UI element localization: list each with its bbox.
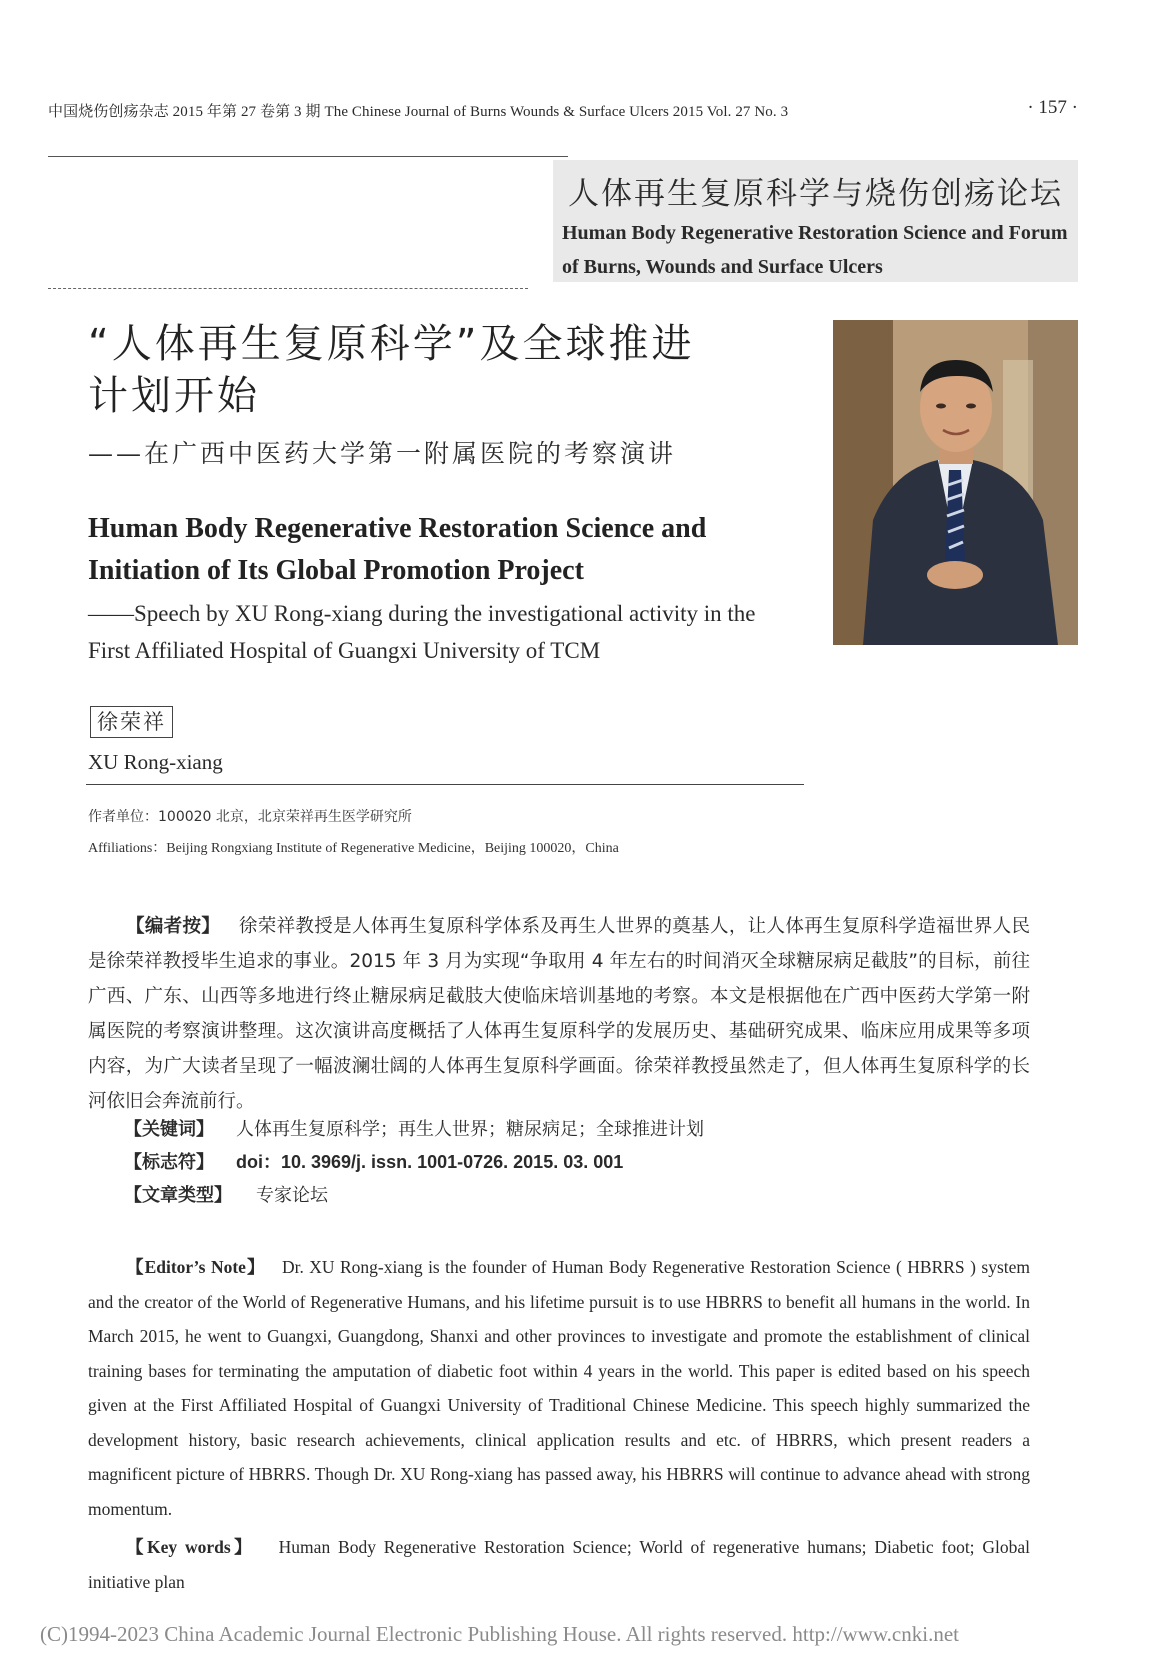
- editor-note-en: [88, 1250, 1030, 1526]
- page-number: · 157 ·: [1027, 97, 1078, 118]
- author-name-en: XU Rong-xiang: [88, 750, 223, 774]
- keywords-cn-row: [124, 1115, 704, 1141]
- running-header: [48, 97, 1078, 122]
- author-name-cn: 徐荣祥: [90, 706, 173, 738]
- article-subtitle-en: ——Speech by XU Rong-xiang during the investigational activity in the First Affiliated Hospital of Guangxi University of TCM: [88, 601, 756, 663]
- article-title-cn: [88, 318, 788, 422]
- doi-value: doi：10. 3969/j. issn. 1001-0726. 2015. 03. 001: [236, 1152, 624, 1172]
- affiliation-cn: 作者单位：100020 北京，北京荣祥再生医学研究所: [88, 809, 412, 825]
- section-divider: [48, 288, 528, 289]
- keywords-cn-tag: 【关键词】: [124, 1119, 214, 1140]
- doi-row: [124, 1148, 623, 1174]
- keywords-en: [88, 1530, 1030, 1599]
- affiliation-en: Affiliations：Beijing Rongxiang Institute of Regenerative Medicine，Beijing 100020，China: [88, 841, 619, 856]
- author-portrait-photo: [833, 320, 1078, 645]
- keywords-cn-value: 人体再生复原科学；再生人世界；糖尿病足；全球推进计划: [236, 1119, 704, 1140]
- editor-note-cn-text: 徐荣祥教授是人体再生复原科学体系及再生人世界的奠基人，让人体再生复原科学造福世界人民是徐荣祥教授毕生追求的事业。2015 年 3 月为实现“争取用 4 年左右的时间消灭全球糖尿病足截肢”的目标，前往广西、广东、山西等多地进行终止糖尿病足截肢大使临床培训基地的考察。本文是根据他在广西中医药大学第一附属医院的考察演讲整理。这次演讲高度概括了人体再生复原科学的发展历史、基础研究成果、临床应用成果等多项内容，为广大读者呈现了一幅波澜壮阔的人体再生复原科学画面。徐荣祥教授虽然走了，但人体再生复原科学的长河依旧会奔流前行。: [88, 916, 1030, 1112]
- article-type-value: 专家论坛: [256, 1185, 328, 1206]
- author-divider: [86, 784, 804, 785]
- keywords-en-tag: 【Key words】: [126, 1537, 256, 1557]
- editor-note-cn-tag: 【编者按】: [126, 916, 221, 937]
- article-type-row: [124, 1181, 328, 1207]
- portrait-illustration: [833, 320, 1078, 645]
- editor-note-cn: [88, 909, 1030, 1119]
- keywords-en-text: Human Body Regenerative Restoration Science; World of regenerative humans; Diabetic foot; Global initiative plan: [88, 1537, 1031, 1592]
- header-divider: [48, 156, 568, 157]
- forum-title-en: Human Body Regenerative Restoration Science and Forum of Burns, Wounds and Surface Ulcers: [562, 222, 1068, 278]
- editor-note-en-text: Dr. XU Rong-xiang is the founder of Human Body Regenerative Restoration Science ( HBRRS ) system and the creator of the World of Regenerative Humans, and his lifetime pursuit is to use HBRRS to benefit all humans in the world. In March 2015, he went to Guangxi, Guangdong, Shanxi and other provinces to investigate and promote the establishment of clinical training bases for terminating the amputation of diabetic foot within 4 years in the world. This paper is edited based on his speech given at the First Affiliated Hospital of Guangxi University of Traditional Chinese Medicine. This speech highly summarized the development history, basic research achievements, clinical application results and etc. of HBRRS, which present readers a magnificent picture of HBRRS. Though Dr. XU Rong-xiang has passed away, his HBRRS will continue to advance ahead with strong momentum.: [88, 1257, 1031, 1519]
- article-title-en: Human Body Regenerative Restoration Science and Initiation of Its Global Promotion Project: [88, 513, 707, 586]
- article-subtitle-cn: ——在广西中医药大学第一附属医院的考察演讲: [88, 439, 677, 468]
- forum-title-cn: 人体再生复原科学与烧伤创疡论坛: [568, 176, 1063, 212]
- article-title-cn-line1: “人体再生复原科学”及全球推进: [88, 321, 695, 367]
- editor-note-en-tag: 【Editor’s Note】: [126, 1257, 266, 1277]
- article-title-cn-line2: 计划开始: [88, 373, 260, 419]
- article-type-tag: 【文章类型】: [124, 1185, 232, 1206]
- journal-citation: 中国烧伤创疡杂志 2015 年第 27 卷第 3 期 The Chinese Journal of Burns Wounds & Surface Ulcers 2015 Vol. 27 No. 3: [48, 104, 789, 120]
- footer-copyright: (C)1994-2023 China Academic Journal Electronic Publishing House. All rights reserved. http://www.cnki.net: [40, 1622, 959, 1646]
- doi-tag: 【标志符】: [124, 1152, 214, 1173]
